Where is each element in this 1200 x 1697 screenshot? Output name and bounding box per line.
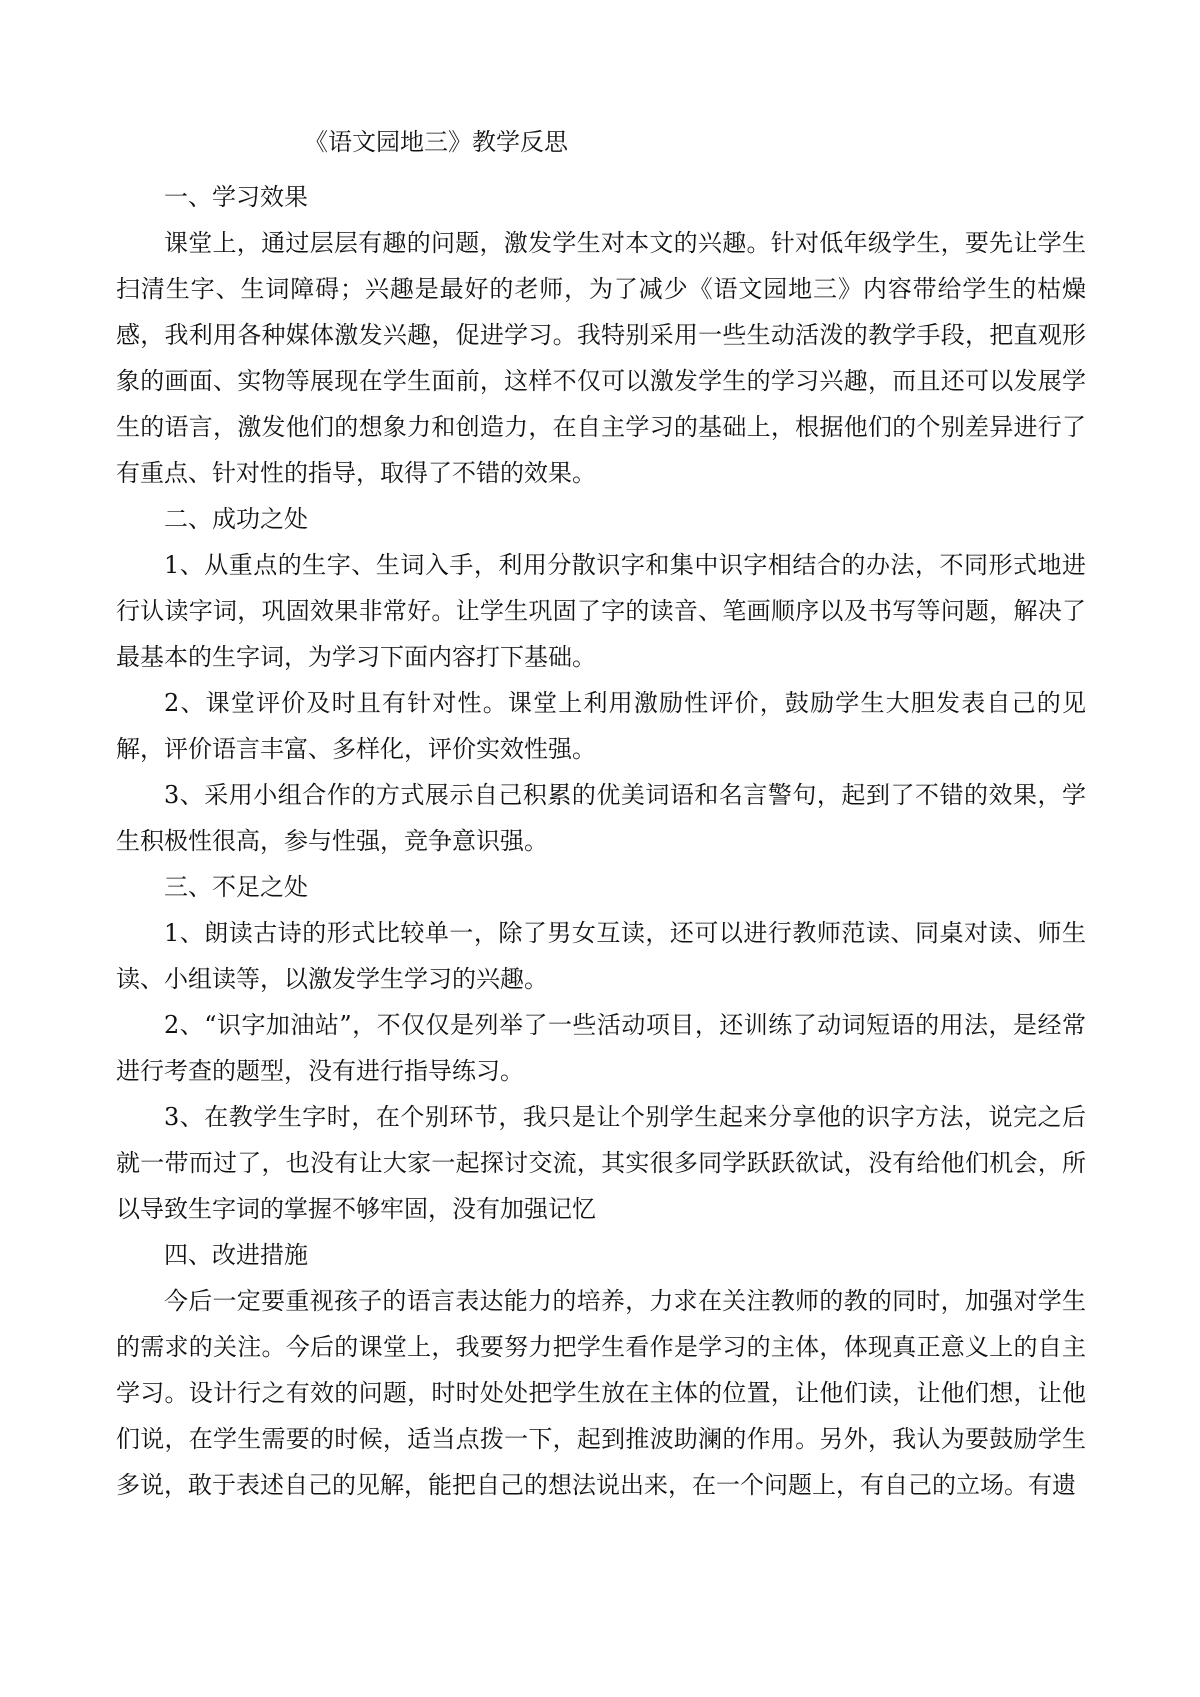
success-item-3: 3、采用小组合作的方式展示自己积累的优美词语和名言警句，起到了不错的效果，学生积极性很高，参与性强，竞争意识强。 xyxy=(116,781,1086,855)
section-heading-learning-effect: 一、学习效果 xyxy=(164,183,308,211)
shortcoming-item-2: 2、“识字加油站”，不仅仅是列举了一些活动项目，还训练了动词短语的用法，是经常进行考查的题型，没有进行指导练习。 xyxy=(116,1011,1086,1085)
document-title: 《语文园地三》教学反思 xyxy=(304,128,568,156)
section-heading-shortcomings: 三、不足之处 xyxy=(164,873,308,901)
success-item-1: 1、从重点的生字、生词入手，利用分散识字和集中识字相结合的办法，不同形式地进行认读字词，巩固效果非常好。让学生巩固了字的读音、笔画顺序以及书写等问题，解决了最基本的生字词，为学习下面内容打下基础。 xyxy=(116,551,1086,671)
shortcoming-item-3: 3、在教学生字时，在个别环节，我只是让个别学生起来分享他的识字方法，说完之后就一带而过了，也没有让大家一起探讨交流，其实很多同学跃跃欲试，没有给他们机会，所以导致生字词的掌握不够牢固，没有加强记忆 xyxy=(116,1103,1086,1223)
learning-effect-paragraph: 课堂上，通过层层有趣的问题，激发学生对本文的兴趣。针对低年级学生，要先让学生扫清生字、生词障碍；兴趣是最好的老师，为了减少《语文园地三》内容带给学生的枯燥感，我利用各种媒体激发兴趣，促进学习。我特别采用一些生动活泼的教学手段，把直观形象的画面、实物等展现在学生面前，这样不仅可以激发学生的学习兴趣，而且还可以发展学生的语言，激发他们的想象力和创造力，在自主学习的基础上，根据他们的个别差异进行了有重点、针对性的指导，取得了不错的效果。 xyxy=(116,229,1086,487)
section-heading-successes: 二、成功之处 xyxy=(164,505,308,533)
section-heading-improvements: 四、改进措施 xyxy=(164,1241,308,1269)
shortcoming-item-1: 1、朗读古诗的形式比较单一，除了男女互读，还可以进行教师范读、同桌对读、师生读、小组读等，以激发学生学习的兴趣。 xyxy=(116,919,1086,993)
document-content xyxy=(116,118,1086,1508)
success-item-2: 2、课堂评价及时且有针对性。课堂上利用激励性评价，鼓励学生大胆发表自己的见解，评价语言丰富、多样化，评价实效性强。 xyxy=(116,689,1086,763)
improvement-paragraph: 今后一定要重视孩子的语言表达能力的培养，力求在关注教师的教的同时，加强对学生的需求的关注。今后的课堂上，我要努力把学生看作是学习的主体，体现真正意义上的自主学习。设计行之有效的问题，时时处处把学生放在主体的位置，让他们读，让他们想，让他们说，在学生需要的时候，适当点拨一下，起到推波助澜的作用。另外，我认为要鼓励学生多说，敢于表述自己的见解，能把自己的想法说出来，在一个问题上，有自己的立场。有遗 xyxy=(116,1287,1086,1499)
